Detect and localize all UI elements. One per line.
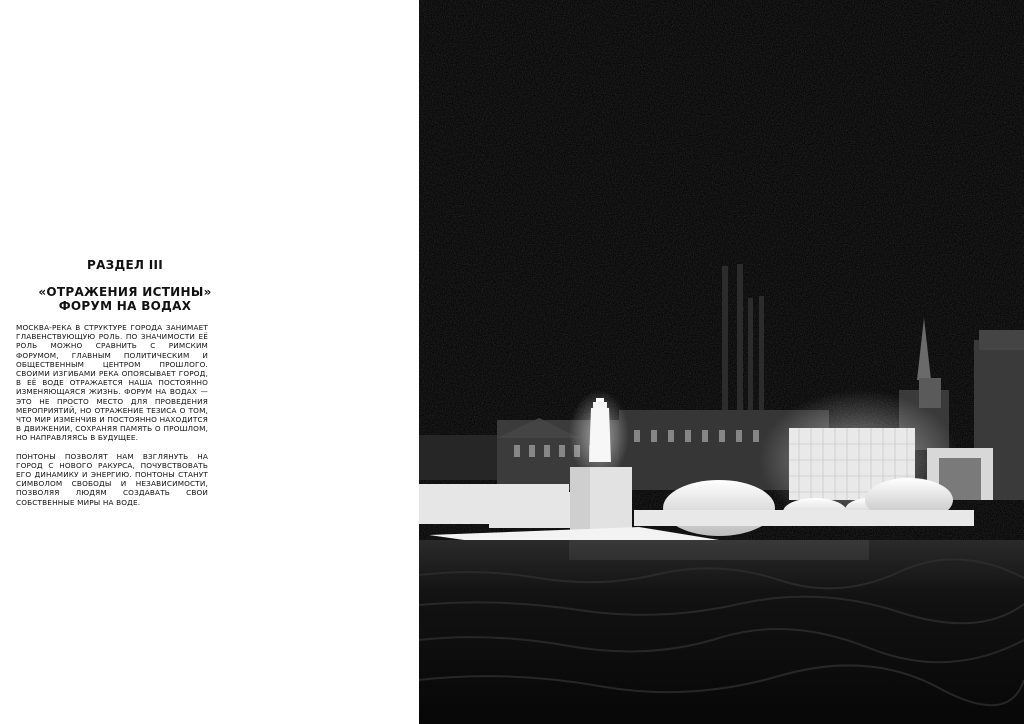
section-title-line-1: «ОТРАЖЕНИЯ ИСТИНЫ» bbox=[38, 285, 212, 299]
render-image bbox=[419, 0, 1024, 724]
section-number: РАЗДЕЛ III bbox=[86, 258, 164, 272]
paragraph-2: ПОНТОНЫ ПОЗВОЛЯТ НАМ ВЗГЛЯНУТЬ НА ГОРОД С НОВОГО РАКУРСА, ПОЧУВСТВОВАТЬ ЕГО ДИНАМИКУ И ЭНЕРГИЮ. ПОНТОНЫ СТАНУТ СИМВОЛОМ СВОБОДЫ И НЕЗАВИСИМОСТИ, ПОЗВОЛЯЯ ЛЮДЯМ СОЗДАВАТЬ СВОИ СОБСТВЕННЫЕ МИРЫ НА ВОДЕ. bbox=[16, 451, 208, 507]
section-title-line-2: ФОРУМ НА ВОДАХ bbox=[58, 299, 192, 313]
section-heading bbox=[0, 258, 250, 313]
text-panel bbox=[0, 0, 419, 724]
river-water bbox=[419, 540, 1024, 724]
main-pontoon bbox=[634, 510, 974, 526]
body-text bbox=[16, 323, 208, 516]
paragraph-1: МОСКВА-РЕКА В СТРУКТУРЕ ГОРОДА ЗАНИМАЕТ ГЛАВЕНСТВУЮЩУЮ РОЛЬ. ПО ЗНАЧИМОСТИ ЕЁ РОЛЬ МОЖНО СРАВНИТЬ С РИМСКИМ ФОРУМОМ, ГЛАВНЫМ ПОЛИТИЧЕСКИМ И ОБЩЕСТВЕННЫМ ЦЕНТРОМ ПРОШЛОГО. СВОИМИ ИЗГИБАМИ РЕКА ОПОЯСЫВАЕТ ГОРОД, В ЕЁ ВОДЕ ОТРАЖАЕТСЯ НАША ПОСТОЯННО ИЗМЕНЯЮЩАЯСЯ ЖИЗНЬ. ФОРУМ НА ВОДАХ — ЭТО НЕ ПРОСТО МЕСТО ДЛЯ ПРОВЕДЕНИЯ МЕРОПРИЯТИЙ, НО ОТРАЖЕНИЕ ТЕЗИСА О ТОМ, ЧТО МИР ИЗМЕНЧИВ И ПОСТОЯННО НАХОДИТСЯ В ДВИЖЕНИИ, СОХРАНЯЯ ПАМЯТЬ О ПРОШЛОМ, НО НАПРАВЛЯЯСЬ В БУДУЩЕЕ. bbox=[16, 323, 208, 443]
water-reflection bbox=[569, 540, 869, 560]
night-render-illustration bbox=[419, 0, 1024, 724]
